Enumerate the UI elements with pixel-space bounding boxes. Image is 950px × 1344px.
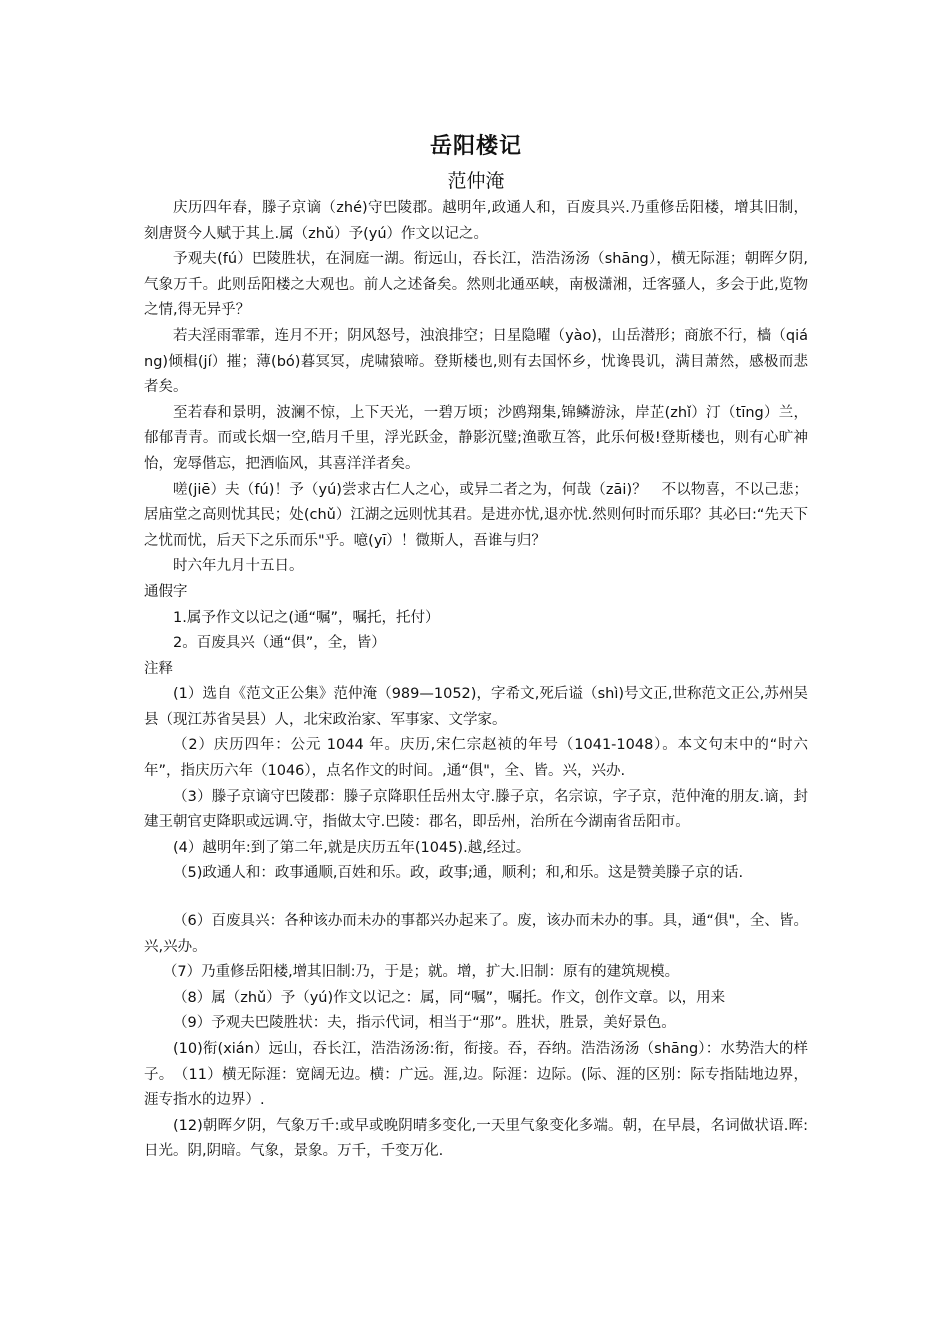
note-item-2: （2）庆历四年：公元 1044 年。庆历,宋仁宗赵祯的年号（1041-1048）。本文句末中的“时六年”，指庆历六年（1046），点名作文的时间。,通“俱"，全、皆。兴，兴办. xyxy=(144,737,808,780)
body-paragraph-1: 庆历四年春，滕子京谪（zhé)守巴陵郡。越明年,政通人和，百废具兴.乃重修岳阳楼，增其旧制，刻唐贤今人赋于其上.属（zhǔ）予(yú）作文以记之。 xyxy=(144,200,808,242)
note-item-6: （6）百废具兴：各种该办而未办的事都兴办起来了。废，该办而未办的事。具，通“俱"，全、皆。兴,兴办。 xyxy=(144,913,808,955)
note-item-5: （5)政通人和：政事通顺,百姓和乐。政，政事;通，顺利；和,和乐。这是赞美滕子京的话. xyxy=(173,865,744,882)
body-paragraph-3: 若夫淫雨霏霏，连月不开；阴风怒号，浊浪排空；日星隐曜（yào)，山岳潜形；商旅不行，樯（qiáng)倾楫(jí）摧；薄(bó)暮冥冥，虎啸猿啼。登斯楼也,则有去国怀乡，忧谗畏讥，满目萧然，感极而悲者矣。 xyxy=(144,327,808,396)
note-item-3: （3）滕子京谪守巴陵郡：滕子京降职任岳州太守.滕子京，名宗谅，字子京，范仲淹的朋友.谪，封建王朝官吏降职或远调.守，指做太守.巴陵：郡名，即岳州，治所在今湖南省岳阳市。 xyxy=(144,788,808,831)
tongjia-item-2: 2。百废具兴（通“俱”，全，皆） xyxy=(173,635,386,652)
body-paragraph-4: 至若春和景明，波澜不惊，上下天光，一碧万顷；沙鸥翔集,锦鳞游泳，岸芷(zhǐ）汀（tīng）兰，郁郁青青。而或长烟一空,皓月千里，浮光跃金，静影沉璧;渔歌互答，此乐何极!登斯楼也，则有心旷神怡，宠辱偕忘，把酒临风，其喜洋洋者矣。 xyxy=(144,404,808,472)
note-item-10: (10)衔(xián）远山，吞长江，浩浩汤汤:衔，衔接。吞，吞纳。浩浩汤汤（shāng）：水势浩大的样子。 （11）横无际涯：宽阔无边。横：广远。涯,边。际涯：边际。(际、涯的区别：际专指陆地边界，涯专指水的边界）. xyxy=(144,1041,808,1109)
document-content xyxy=(144,132,808,1165)
tongjia-item-1: 1.属予作文以记之(通“嘱”，嘱托，托付） xyxy=(173,609,440,626)
note-item-8: （8）属（zhǔ）予（yú)作文以记之：属，同“嘱”，嘱托。作文，创作文章。以，用来 xyxy=(173,989,726,1006)
body-paragraph-5: 嗟(jiē）夫（fú)！予（yú)尝求古仁人之心，或异二者之为，何哉（zāi)？ 不以物喜，不以己悲；居庙堂之高则忧其民；处(chǔ）江湖之远则忧其君。是进亦忧,退亦忧.然则何时而乐耶？其必曰:“先天下之忧而忧，后天下之乐而乐"乎。噫(yī）！微斯人，吾谁与归？ xyxy=(144,481,808,549)
blank-line xyxy=(144,887,808,909)
note-item-7: （7）乃重修岳阳楼,增其旧制:乃，于是；就。增，扩大.旧制：原有的建筑规模。 xyxy=(162,964,680,981)
note-item-1: (1）选自《范文正公集》范仲淹（989—1052)，字希文,死后谥（shì)号文正,世称范文正公,苏州吴县（现江苏省吴县）人，北宋政治家、军事家、文学家。 xyxy=(144,686,808,728)
note-item-4: (4）越明年:到了第二年,就是庆历五年(1045).越,经过。 xyxy=(173,839,531,856)
body-paragraph-2: 予观夫(fú）巴陵胜状，在洞庭一湖。衔远山，吞长江，浩浩汤汤（shāng），横无际涯；朝晖夕阴,气象万千。此则岳阳楼之大观也。前人之述备矣。然则北通巫峡，南极潇湘，迁客骚人，多会于此,览物之情,得无异乎？ xyxy=(144,251,808,319)
document-title: 岳阳楼记 xyxy=(429,134,522,159)
note-item-9: （9）予观夫巴陵胜状：夫，指示代词，相当于“那”。胜状，胜景，美好景色。 xyxy=(173,1015,676,1032)
body-paragraph-6: 时六年九月十五日。 xyxy=(173,558,304,575)
notes-heading: 注释 xyxy=(144,660,173,677)
note-item-12: (12)朝晖夕阴，气象万千:或早或晚阴晴多变化,一天里气象变化多端。朝，在早晨，名词做状语.晖:日光。阴,阴暗。气象，景象。万千，千变万化. xyxy=(144,1117,808,1160)
tongjia-heading: 通假字 xyxy=(144,583,188,600)
document-author: 范仲淹 xyxy=(447,170,505,192)
